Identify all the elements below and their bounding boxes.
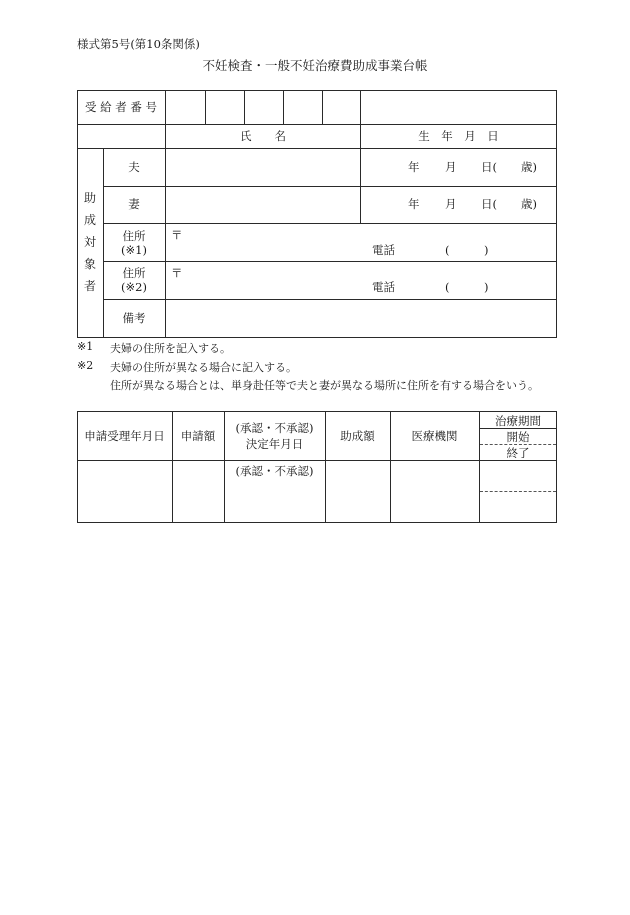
form-number: 様式第5号(第10条関係) bbox=[77, 37, 200, 51]
note-mark: ※1 bbox=[77, 340, 94, 353]
note-text: 住所が異なる場合とは、単身赴任等で夫と妻が異なる場所に住所を有する場合をいう。 bbox=[110, 379, 539, 392]
birth-date-header: 生 年 月 日 bbox=[418, 129, 499, 143]
note-text: 夫婦の住所を記入する。 bbox=[110, 342, 231, 355]
page-title: 不妊検査・一般不妊治療費助成事業台帳 bbox=[202, 58, 428, 73]
col-start: 開始 bbox=[506, 430, 530, 444]
wife-label: 妻 bbox=[128, 197, 140, 211]
name-header: 氏 名 bbox=[240, 129, 286, 143]
col-amount: 申請額 bbox=[180, 429, 216, 443]
note-mark: ※2 bbox=[77, 359, 94, 372]
row-decision-status: (承認・不承認) bbox=[235, 464, 314, 478]
col-medical-institution: 医療機関 bbox=[411, 429, 458, 443]
col-decision-status: (承認・不承認) bbox=[235, 421, 314, 435]
husband-label: 夫 bbox=[128, 160, 140, 174]
phone-label: 電話 bbox=[372, 280, 395, 294]
postal-mark: 〒 bbox=[171, 266, 183, 280]
recipient-number-field[interactable] bbox=[166, 91, 556, 124]
recipient-number-label: 受 給 者 番 号 bbox=[84, 100, 158, 114]
note-text: 夫婦の住所が異なる場合に記入する。 bbox=[110, 361, 297, 374]
phone-label: 電話 bbox=[372, 243, 395, 257]
col-treatment-period: 治療期間 bbox=[495, 414, 541, 428]
col-subsidy-amount: 助成額 bbox=[340, 429, 375, 443]
postal-mark: 〒 bbox=[171, 228, 183, 242]
wife-name-field[interactable] bbox=[166, 187, 360, 223]
col-application-date: 申請受理年月日 bbox=[84, 429, 165, 443]
remarks-label: 備考 bbox=[122, 311, 146, 325]
col-end: 終了 bbox=[506, 446, 530, 460]
col-decision-date: 決定年月日 bbox=[245, 437, 304, 451]
remarks-field[interactable] bbox=[166, 300, 556, 337]
husband-name-field[interactable] bbox=[166, 149, 360, 186]
